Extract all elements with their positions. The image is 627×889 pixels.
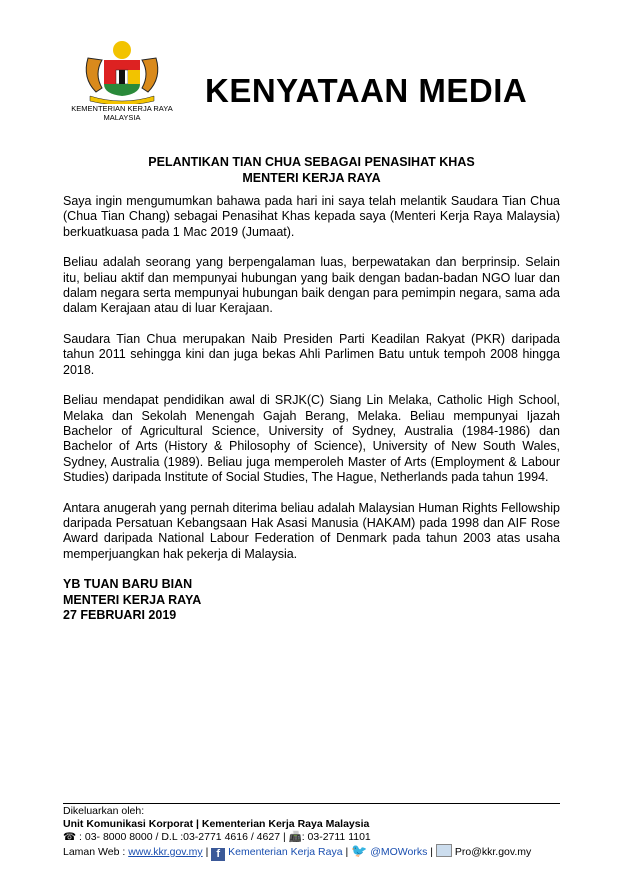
twitter-icon: 🐦 — [351, 843, 368, 858]
web-label: Laman Web : — [63, 846, 126, 858]
signature-date: 27 FEBRUARI 2019 — [63, 608, 177, 623]
logo-caption-line1: KEMENTERIAN KERJA RAYA — [71, 104, 173, 113]
issuing-unit: Unit Komunikasi Korporat | Kementerian Kerja Raya Malaysia — [63, 818, 370, 830]
paragraph: Beliau adalah seorang yang berpengalaman luas, berpewatakan dan berprinsip. Selain itu, beliau aktif dan mempunyai hubungan yang baik dengan badan-badan NGO luar dan dalam negara serta mempunyai hubungan baik dengan para pemimpin negara, sama ada dalam Kerajaan atau di luar Kerajaan. — [63, 255, 560, 316]
coat-of-arms-icon — [74, 38, 170, 104]
fax-number: : 03-2711 1101 — [301, 831, 371, 843]
signature-position: MENTERI KERJA RAYA — [63, 592, 202, 607]
paragraph: Saudara Tian Chua merupakan Naib Presiden Parti Keadilan Rakyat (PKR) daripada tahun 2011 sehingga kini dan juga bekas Ahli Parlimen Batu untuk tempoh 2008 hingga 2018. — [63, 332, 560, 377]
website-link[interactable]: www.kkr.gov.my — [128, 846, 203, 858]
links-line: Laman Web : www.kkr.gov.my | f Kementerian Kerja Raya | 🐦 @MOWorks | Pro@kkr.gov.my — [63, 843, 532, 860]
signature-block — [63, 577, 560, 623]
paragraph: Antara anugerah yang pernah diterima beliau adalah Malaysian Human Rights Fellowship daripada Persatuan Kebangsaan Hak Asasi Manusia (HAKAM) pada 1998 dan AIF Rose Award daripada National Labour Federation of Denmark pada tahun 2003 atas usaha memperjuangkan hak pekerja di Malaysia. — [63, 500, 560, 561]
page-heading: KENYATAAN MEDIA — [205, 72, 528, 109]
issued-by: Dikeluarkan oleh: — [63, 805, 145, 817]
release-body — [63, 194, 560, 623]
facebook-icon: f — [211, 848, 225, 861]
ministry-logo — [62, 38, 182, 122]
facebook-link[interactable]: Kementerian Kerja Raya — [228, 846, 343, 858]
signature-name: YB TUAN BARU BIAN — [63, 577, 193, 592]
email-icon — [436, 844, 452, 857]
footer-divider — [63, 803, 560, 804]
contact-line — [63, 831, 531, 844]
release-title — [63, 154, 560, 186]
footer — [63, 805, 531, 861]
logo-caption-line2: MALAYSIA — [103, 113, 141, 122]
paragraph: Saya ingin mengumumkan bahawa pada hari ini saya telah melantik Saudara Tian Chua (Chua Tian Chang) sebagai Penasihat Khas kepada saya (Menteri Kerja Raya Malaysia) berkuatkuasa pada 1 Mac 2019 (Jumaat). — [63, 194, 560, 239]
phone-icon: ☎ — [63, 831, 77, 843]
twitter-link[interactable]: @MOWorks — [370, 846, 428, 858]
phone-numbers: : 03- 8000 8000 / D.L :03-2771 4616 / 4627 | — [79, 831, 286, 843]
title-line2: MENTERI KERJA RAYA — [242, 171, 381, 185]
title-line1: PELANTIKAN TIAN CHUA SEBAGAI PENASIHAT KHAS — [148, 155, 475, 169]
paragraph: Beliau mendapat pendidikan awal di SRJK(C) Siang Lin Melaka, Catholic High School, Melaka dan Sekolah Menengah Gajah Berang, Melaka. Beliau mempunyai Ijazah Bachelor of Agricultural Science, University of Sydney, Australia (1984-1986) dan Bachelor of Arts (History & Philosophy of Science), University of New South Wales, Sydney, Australia (1989). Beliau juga memperoleh Master of Arts (Employment & Labour Studies) daripada Institute of Social Studies, The Hague, Netherlands pada tahun 1994. — [63, 393, 560, 484]
email-address[interactable]: Pro@kkr.gov.my — [454, 846, 532, 858]
fax-icon: 📠 — [288, 831, 302, 843]
